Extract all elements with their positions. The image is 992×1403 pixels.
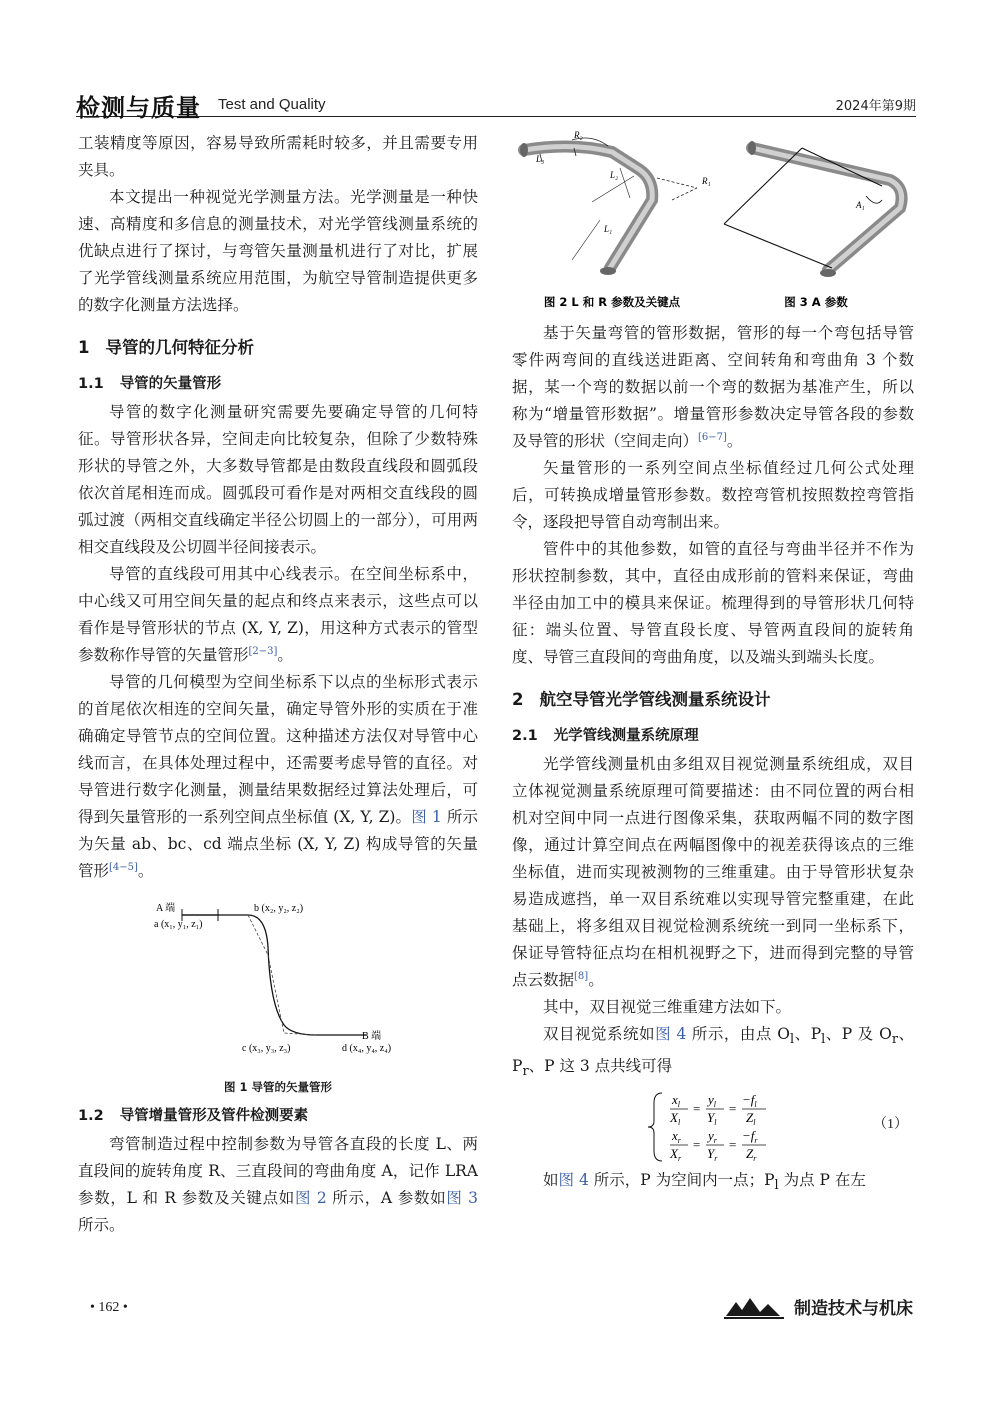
- section-1-heading: [78, 335, 478, 361]
- fig2-label-l3: L₃: [536, 154, 545, 164]
- citation-4-5[interactable]: [4−5]: [109, 861, 138, 873]
- paragraph-6: 矢量管形的一系列空间点坐标值经过几何公式处理后，可转换成增量管形参数。数控弯管机按照数控弯管指令，逐段把导管自动弯制出来。: [512, 459, 914, 531]
- paragraph-8-end: 。: [588, 971, 604, 989]
- citation-2-3[interactable]: [2−3]: [248, 645, 278, 657]
- page-number: • 162 •: [90, 1300, 128, 1315]
- figure-1-drawing: [78, 895, 478, 1065]
- svg-text:Yr: $Y_r$: [707, 1146, 718, 1164]
- fig1-label-b-end: B 端: [362, 1031, 382, 1042]
- page-header: [76, 88, 916, 122]
- equation-1-number: （1）: [873, 1117, 908, 1133]
- paragraph-3-end: 。: [137, 862, 154, 880]
- svg-text:Yl: $Y_l$: [707, 1110, 717, 1128]
- paragraph-11-text-b: 所示，P 为空间内一点；P: [588, 1171, 775, 1190]
- publisher-logo-drawing: [720, 1290, 920, 1326]
- fig1-label-b: b (x₂, y₂, z₂): [254, 903, 304, 914]
- fig2-label-l1: L₁: [604, 224, 613, 234]
- section-2-number: 2: [512, 690, 524, 709]
- paragraph-4: [78, 1131, 478, 1239]
- figure-4-link[interactable]: 图 4: [655, 1025, 687, 1043]
- equation-1-drawing: [512, 1089, 812, 1165]
- publisher-logo-text: 制造技术与机床: [794, 1299, 913, 1319]
- section-1-title: 导管的几何特征分析: [105, 338, 254, 357]
- publisher-logo: [720, 1290, 920, 1330]
- fig1-label-a: a (x₁, y₁, z₁): [154, 919, 203, 930]
- fig2-label-r1: R₁: [702, 176, 711, 186]
- section-1-number: 1: [78, 338, 90, 357]
- paragraph-10-text-c: 、P: [794, 1025, 822, 1043]
- fig1-label-c: c (x₃, y₃, z₃): [242, 1043, 291, 1054]
- citation-8[interactable]: [8]: [574, 970, 589, 982]
- fig1-label-a-end: A 端: [156, 903, 176, 914]
- section-1-1-heading: [78, 371, 478, 397]
- figure-2-link[interactable]: 图 2: [295, 1189, 327, 1207]
- paragraph-5-text: 基于矢量弯管的管形数据，管形的每一个弯包括导管零件两弯间的直线送进距离、空间转角和弯曲角 3 个数据，某一个弯的数据以前一个弯的数据为基准产生，所以称为“增量管形数据”。增量管形参数决定导管各段的参数及导管的形状（空间走向）: [512, 324, 914, 450]
- paragraph-10-text-b: 所示，由点 O: [686, 1025, 791, 1043]
- svg-text:xl: $x_l$: [672, 1092, 681, 1110]
- paragraph-3-text-a: 导管的几何模型为空间坐标系下以点的坐标形式表示的首尾依次相连的空间矢量，确定导管外形的实质在于准确确定导管节点的空间位置。这种描述方法仅对导管中心线而言，在具体处理过程中，还需要考虑导管的直径。对导管进行数字化测量，测量结果数据经过算法处理后，可得到矢量管形的一系列空间点坐标值 (X, Y, Z)。: [78, 673, 478, 826]
- svg-text:Zr: $Z_r$: [746, 1146, 757, 1164]
- paragraph-2-end: 。: [277, 646, 293, 664]
- fig2-label-l2: L₂: [610, 170, 619, 180]
- fig1-label-d: d (x₄, y₄, z₄): [342, 1043, 392, 1054]
- svg-text:yl: $y_l$: [708, 1092, 717, 1110]
- paragraph-2-text: 导管的直线段可用其中心线表示。在空间坐标系中，中心线又可用空间矢量的起点和终点来表示，这些点可以看作是导管形状的节点 (X, Y, Z)，用这种方式表示的管型参数称作导管的矢量管形: [78, 565, 478, 664]
- issue-label: 2024年第9期: [835, 99, 916, 114]
- section-2-1-heading: [512, 723, 914, 749]
- paragraph-3: [78, 669, 478, 885]
- paragraph-intro: 本文提出一种视觉光学测量方法。光学测量是一种快速、高精度和多信息的测量技术，对光学管线测量系统的优缺点进行了探讨，与弯管矢量测量机进行了对比，扩展了光学管线测量系统应用范围，为航空导管制造提供更多的数字化测量方法选择。: [78, 188, 478, 314]
- figure-3-link[interactable]: 图 3: [446, 1189, 478, 1207]
- journal-title-en: Test and Quality: [218, 96, 326, 113]
- section-1-1-title: 导管的矢量管形: [119, 376, 222, 392]
- paragraph-7: 管件中的其他参数，如管的直径与弯曲半径并不作为形状控制参数，其中，直径由成形前的管料来保证，弯曲半径由加工中的模具来保证。梳理得到的导管形状几何特征：端头位置、导管直段长度、导管两直段间的旋转角度、导管三直段间的弯曲角度，以及端头到端头长度。: [512, 540, 914, 666]
- figure-3-tube: [724, 141, 902, 277]
- paragraph-4-text-c: 所示。: [78, 1216, 125, 1234]
- citation-6-7[interactable]: [6−7]: [698, 431, 727, 443]
- svg-text:=: =: [729, 1137, 737, 1153]
- figure-1-link[interactable]: 图 1: [411, 808, 442, 826]
- paragraph-10-text-f: 、P 这 3 点共线可得: [528, 1057, 673, 1076]
- paragraph-11-text-a: 如: [543, 1171, 559, 1190]
- paragraph-10-text-d: 、P 及 O: [825, 1025, 892, 1043]
- svg-text:Xl: $X_l$: [670, 1110, 681, 1128]
- figure-1-caption: 图 1 导管的矢量管形: [223, 1080, 332, 1094]
- section-2-1-title: 光学管线测量系统原理: [553, 728, 699, 744]
- paragraph-11-text-c: 为点 P 在左: [778, 1171, 866, 1190]
- svg-text:−fl: $-f_l$: [742, 1092, 757, 1110]
- section-1-2-title: 导管增量管形及管件检测要素: [119, 1108, 309, 1124]
- figure-4-link-2[interactable]: 图 4: [558, 1171, 589, 1190]
- svg-text:=: =: [693, 1137, 701, 1153]
- figure-2-tube: [520, 138, 697, 275]
- paragraph-5-end: 。: [726, 432, 743, 450]
- section-1-1-number: 1.1: [78, 376, 104, 392]
- svg-text:Xr: $X_r$: [670, 1146, 682, 1164]
- equation-1: [512, 1089, 914, 1165]
- section-2-title: 航空导管光学管线测量系统设计: [539, 690, 771, 709]
- svg-text:=: =: [729, 1101, 737, 1117]
- paragraph-8: [512, 751, 914, 994]
- figure-3-caption: 图 3 A 参数: [784, 295, 848, 309]
- svg-text:yr: $y_r$: [708, 1128, 717, 1146]
- paragraph-9: 其中，双目视觉三维重建方法如下。: [543, 998, 792, 1016]
- section-1-2-number: 1.2: [78, 1108, 104, 1124]
- paragraph-4-text-b: 所示，A 参数如: [326, 1189, 447, 1207]
- svg-text:−fr: $-f_r$: [742, 1128, 758, 1146]
- paragraph-8-text: 光学管线测量机由多组双目视觉测量系统组成，双目立体视觉测量系统原理可简要描述：由不同位置的两台相机对空间中同一点进行图像采集，获取两幅不同的数字图像，通过计算空间点在两幅图像中的视差获得该点的三维坐标值，进而实现被测物的三维重建。由于导管形状复杂易造成遮挡，单一双目系统难以实现导管完整重建，在此基础上，将多组双目视觉检测系统统一到同一坐标系下，保证导管特征点均在相机视野之下，进而得到完整的导管点云数据: [512, 755, 914, 989]
- paragraph-3-text-b: 所示为矢量 ab、bc、cd 端点坐标 (X, Y, Z) 构成导管的矢量管形: [78, 808, 478, 880]
- paragraph-continued: 工装精度等原因，容易导致所需耗时较多，并且需要专用夹具。: [78, 134, 478, 179]
- svg-text:Zl: $Z_l$: [746, 1110, 756, 1128]
- figure-1: [78, 895, 478, 1095]
- section-1-2-heading: [78, 1103, 478, 1129]
- section-2-1-number: 2.1: [512, 728, 538, 744]
- fig2-label-r2: R₂: [574, 130, 583, 140]
- fig3-label-a1: A₁: [856, 200, 865, 210]
- paragraph-10-text-a: 双目视觉系统如: [543, 1025, 656, 1043]
- figure-2-caption: 图 2 L 和 R 参数及关键点: [543, 295, 681, 309]
- figures-2-3: [512, 128, 916, 318]
- paragraph-2: [78, 561, 478, 669]
- journal-title-cn: 检测与质量: [76, 94, 201, 122]
- paragraph-1: 导管的数字化测量研究需要先要确定导管的几何特征。导管形状各异，空间走向比较复杂，但除了少数特殊形状的导管之外，大多数导管都是由数段直线段和圆弧段依次首尾相连而成。圆弧段可看作是对两相交直线段的圆弧过渡（两相交直线确定半径公切圆上的一部分），可用两相交直线段及公切圆半径间接表示。: [78, 403, 478, 556]
- right-column: [512, 320, 914, 1199]
- paragraph-10-text-e: 、P: [512, 1025, 914, 1076]
- paragraph-10: 双目视觉系统如图 4 所示，由点 $O_l$、$P_l$、P 及 $O_r$、$P_r$、P 这 3 点共线可得: [512, 1025, 914, 1080]
- svg-text:xr: $x_r$: [672, 1128, 681, 1146]
- paragraph-11: 如图 4 所示，P 为空间内一点；$P_l$ 为点 P 在左: [543, 1171, 866, 1194]
- section-2-heading: [512, 687, 914, 713]
- svg-text:=: =: [693, 1101, 701, 1117]
- left-column: [78, 130, 478, 1239]
- paragraph-4-text-a: 弯管制造过程中控制参数为导管各直段的长度 L、两直段间的旋转角度 R、三直段间的弯曲角度 A，记作 LRA 参数，L 和 R 参数及关键点如: [78, 1135, 478, 1207]
- paragraph-5: [512, 320, 914, 455]
- figure-2-3-drawing: [512, 128, 916, 318]
